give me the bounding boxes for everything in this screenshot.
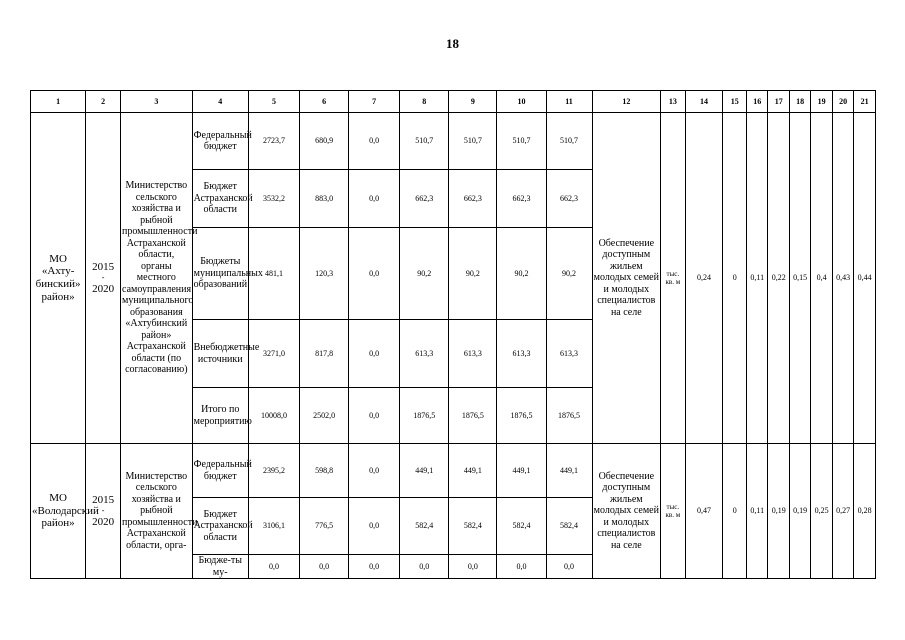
header-cell: 13 <box>661 91 686 113</box>
indicator-cell: 0,19 <box>789 444 810 579</box>
header-cell: 5 <box>248 91 299 113</box>
amount-cell: 449,1 <box>497 444 546 498</box>
indicator-cell: 0,24 <box>685 113 723 444</box>
amount-cell: 3532,2 <box>248 170 299 228</box>
amount-cell: 0,0 <box>349 444 400 498</box>
amount-cell: 582,4 <box>497 498 546 555</box>
header-cell: 3 <box>121 91 193 113</box>
amount-cell: 3271,0 <box>248 320 299 388</box>
period-end: 2020 <box>92 282 115 295</box>
amount-cell: 2723,7 <box>248 113 299 170</box>
amount-cell: 582,4 <box>400 498 449 555</box>
funding-source-cell: Бюджет Астраханской области <box>192 170 248 228</box>
amount-cell: 662,3 <box>497 170 546 228</box>
amount-cell: 2502,0 <box>300 388 349 444</box>
header-cell: 12 <box>592 91 661 113</box>
amount-cell: 613,3 <box>497 320 546 388</box>
page-number: 18 <box>446 36 459 51</box>
indicator-cell: 0,47 <box>685 444 723 579</box>
header-cell: 10 <box>497 91 546 113</box>
header-cell: 8 <box>400 91 449 113</box>
indicator-cell: 0,11 <box>746 444 767 579</box>
funding-source-cell: Итого по мероприятию <box>192 388 248 444</box>
amount-cell: 1876,5 <box>546 388 592 444</box>
header-cell: 17 <box>768 91 789 113</box>
amount-cell: 0,0 <box>349 388 400 444</box>
amount-cell: 120,3 <box>300 228 349 320</box>
indicator-cell: 0,27 <box>832 444 853 579</box>
amount-cell: 662,3 <box>546 170 592 228</box>
funding-source-cell: Федеральный бюджет <box>192 444 248 498</box>
amount-cell: 0,0 <box>449 555 497 579</box>
amount-cell: 582,4 <box>449 498 497 555</box>
amount-cell: 598,8 <box>300 444 349 498</box>
header-cell: 9 <box>449 91 497 113</box>
executor-cell: Министерство сельского хозяйства и рыбной промышленности Астраханской области, органы местного самоуправления муниципального образования «Ахтубинский район» Астраханской области (по согласованию) <box>121 113 193 444</box>
amount-cell: 582,4 <box>546 498 592 555</box>
amount-cell: 10008,0 <box>248 388 299 444</box>
header-cell: 6 <box>300 91 349 113</box>
indicator-cell: 0,44 <box>854 113 876 444</box>
amount-cell: 3106,1 <box>248 498 299 555</box>
amount-cell: 1876,5 <box>400 388 449 444</box>
amount-cell: 1876,5 <box>449 388 497 444</box>
period-cell <box>86 113 121 444</box>
amount-cell: 449,1 <box>449 444 497 498</box>
indicator-cell: 0,25 <box>811 444 832 579</box>
header-cell: 21 <box>854 91 876 113</box>
header-cell: 14 <box>685 91 723 113</box>
amount-cell: 0,0 <box>349 113 400 170</box>
amount-cell: 613,3 <box>546 320 592 388</box>
goal-cell: Обеспечение доступным жильем молодых семей и молодых специалистов на селе <box>592 444 661 579</box>
amount-cell: 1876,5 <box>497 388 546 444</box>
amount-cell: 0,0 <box>349 228 400 320</box>
municipality-cell: МО «Ахту-бинский» район» <box>31 113 86 444</box>
indicator-cell: 0,28 <box>854 444 876 579</box>
amount-cell: 510,7 <box>449 113 497 170</box>
funding-source-cell: Бюджеты муниципальных образований <box>192 228 248 320</box>
amount-cell: 449,1 <box>546 444 592 498</box>
header-cell: 1 <box>31 91 86 113</box>
amount-cell: 0,0 <box>546 555 592 579</box>
header-cell: 11 <box>546 91 592 113</box>
header-cell: 7 <box>349 91 400 113</box>
unit-cell: тыс. кв. м <box>661 444 686 579</box>
header-cell: 18 <box>789 91 810 113</box>
header-cell: 15 <box>723 91 747 113</box>
period-start: 2015 <box>92 493 115 506</box>
amount-cell: 817,8 <box>300 320 349 388</box>
amount-cell: 90,2 <box>449 228 497 320</box>
indicator-cell: 0 <box>723 444 747 579</box>
indicator-cell: 0,11 <box>746 113 767 444</box>
amount-cell: 662,3 <box>400 170 449 228</box>
goal-cell: Обеспечение доступным жильем молодых семей и молодых специалистов на селе <box>592 113 661 444</box>
indicator-cell: 0 <box>723 113 747 444</box>
amount-cell: 613,3 <box>449 320 497 388</box>
indicator-cell: 0,4 <box>811 113 832 444</box>
amount-cell: 662,3 <box>449 170 497 228</box>
header-cell: 19 <box>811 91 832 113</box>
amount-cell: 0,0 <box>349 555 400 579</box>
amount-cell: 481,1 <box>248 228 299 320</box>
header-cell: 20 <box>832 91 853 113</box>
amount-cell: 0,0 <box>300 555 349 579</box>
amount-cell: 776,5 <box>300 498 349 555</box>
amount-cell: 510,7 <box>497 113 546 170</box>
amount-cell: 510,7 <box>400 113 449 170</box>
amount-cell: 449,1 <box>400 444 449 498</box>
unit-cell: тыс. кв. м <box>661 113 686 444</box>
amount-cell: 883,0 <box>300 170 349 228</box>
period-start: 2015 <box>92 260 115 273</box>
indicator-cell: 0,15 <box>789 113 810 444</box>
amount-cell: 680,9 <box>300 113 349 170</box>
amount-cell: 90,2 <box>497 228 546 320</box>
funding-source-cell: Федеральный бюджет <box>192 113 248 170</box>
municipality-cell: МО «Володарский район» <box>31 444 86 579</box>
amount-cell: 90,2 <box>546 228 592 320</box>
amount-cell: 510,7 <box>546 113 592 170</box>
amount-cell: 613,3 <box>400 320 449 388</box>
indicator-cell: 0,43 <box>832 113 853 444</box>
budget-table <box>30 90 876 579</box>
amount-cell: 0,0 <box>349 320 400 388</box>
amount-cell: 0,0 <box>248 555 299 579</box>
amount-cell: 90,2 <box>400 228 449 320</box>
funding-source-cell: Внебюджетные источники <box>192 320 248 388</box>
table-row <box>31 113 876 170</box>
period-end: 2020 <box>92 515 115 528</box>
header-cell: 4 <box>192 91 248 113</box>
amount-cell: 0,0 <box>349 498 400 555</box>
table-row <box>31 444 876 498</box>
header-row <box>31 91 876 113</box>
amount-cell: 2395,2 <box>248 444 299 498</box>
header-cell: 16 <box>746 91 767 113</box>
funding-source-cell: Бюдже-ты му- <box>192 555 248 579</box>
period-dash: - <box>101 273 105 283</box>
funding-source-cell: Бюджет Астраханской области <box>192 498 248 555</box>
amount-cell: 0,0 <box>349 170 400 228</box>
period-dash: - <box>101 506 105 516</box>
indicator-cell: 0,22 <box>768 113 789 444</box>
indicator-cell: 0,19 <box>768 444 789 579</box>
amount-cell: 0,0 <box>400 555 449 579</box>
amount-cell: 0,0 <box>497 555 546 579</box>
header-cell: 2 <box>86 91 121 113</box>
executor-cell: Министерство сельского хозяйства и рыбной промышленности Астраханской области, орга- <box>121 444 193 579</box>
